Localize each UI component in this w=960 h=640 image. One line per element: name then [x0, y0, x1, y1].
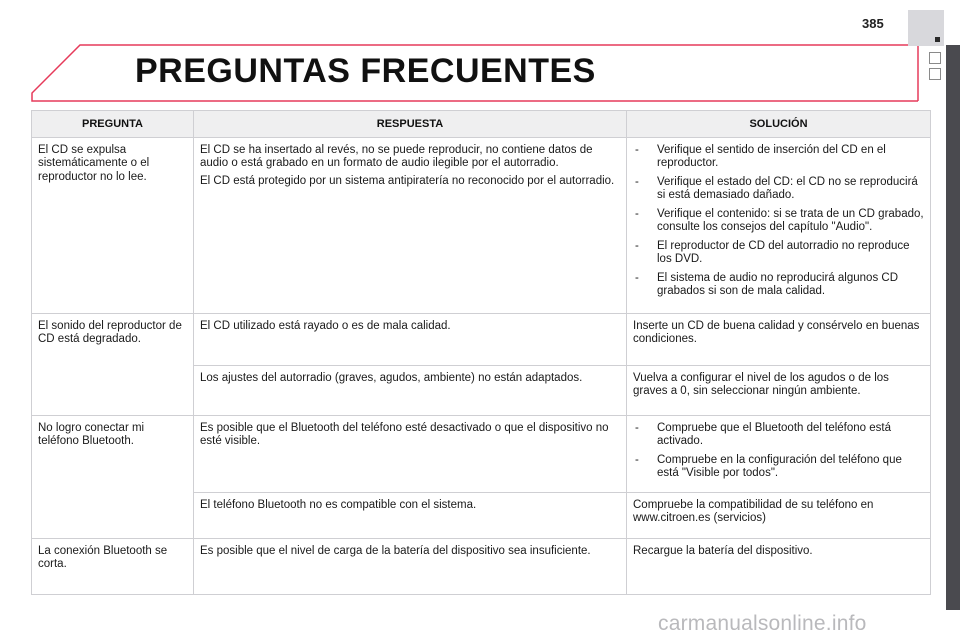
solution-cell: Recargue la batería del dispositivo.	[627, 539, 931, 595]
solution-cell	[627, 138, 931, 314]
question-cell: No logro conectar mi teléfono Bluetooth.	[32, 416, 194, 493]
list-item: - Verifique el contenido: si se trata de un CD grabado, consulte los consejos del capítulo "Audio".	[635, 207, 924, 234]
list-item: - Verifique el sentido de inserción del CD en el reproductor.	[635, 144, 886, 170]
answer-cell	[194, 138, 627, 314]
table-row	[32, 138, 931, 314]
side-box-icon	[929, 68, 941, 80]
solution-cell	[627, 416, 931, 493]
page-title: PREGUNTAS FRECUENTES	[135, 52, 596, 90]
solution-cell: Inserte un CD de buena calidad y consérvelo en buenas condiciones.	[627, 314, 931, 366]
table-row	[32, 539, 931, 595]
corner-tab	[908, 10, 944, 46]
watermark: carmanualsonline.info	[658, 612, 867, 635]
answer-cell: El teléfono Bluetooth no es compatible con el sistema.	[194, 493, 627, 539]
answer-text: El CD está protegido por un sistema antipiratería no reconocido por el autorradio.	[200, 174, 615, 187]
list-item: - Verifique el estado del CD: el CD no se reproducirá si está demasiado dañado.	[635, 175, 918, 202]
question-cell	[32, 366, 194, 416]
answer-cell: Los ajustes del autorradio (graves, agudos, ambiente) no están adaptados.	[194, 366, 627, 416]
solution-list	[633, 144, 924, 299]
solution-list	[633, 422, 924, 481]
answer-cell: Es posible que el Bluetooth del teléfono esté desactivado o que el dispositivo no esté visible.	[194, 416, 627, 493]
solution-cell: Vuelva a configurar el nivel de los agudos o de los graves a 0, sin seleccionar ningún ambiente.	[627, 366, 931, 416]
table-row	[32, 416, 931, 493]
table-row	[32, 314, 931, 366]
faq-table	[31, 110, 931, 595]
page-number: 385	[862, 16, 884, 31]
question-cell: El sonido del reproductor de CD está degradado.	[32, 314, 194, 366]
table-header-row	[32, 111, 931, 138]
side-box-icon	[929, 52, 941, 64]
table-row	[32, 366, 931, 416]
answer-text: El CD se ha insertado al revés, no se puede reproducir, no contiene datos de audio o está grabado en un formato de audio ilegible por el autorradio.	[200, 144, 593, 170]
side-bar	[946, 45, 960, 610]
table-row	[32, 493, 931, 539]
list-item: - El sistema de audio no reproducirá algunos CD grabados si son de mala calidad.	[635, 271, 898, 298]
answer-cell: Es posible que el nivel de carga de la batería del dispositivo sea insuficiente.	[194, 539, 627, 595]
corner-square-icon	[935, 37, 940, 42]
list-item: - Compruebe en la configuración del teléfono que está "Visible por todos".	[635, 453, 902, 480]
solution-cell: Compruebe la compatibilidad de su teléfono en www.citroen.es (servicios)	[627, 493, 931, 539]
answer-cell: El CD utilizado está rayado o es de mala calidad.	[194, 314, 627, 366]
question-cell: El CD se expulsa sistemáticamente o el reproductor no lo lee.	[32, 138, 194, 314]
header-answer: RESPUESTA	[194, 111, 627, 138]
header-question: PREGUNTA	[32, 111, 194, 138]
question-cell: La conexión Bluetooth se corta.	[32, 539, 194, 595]
header-solution: SOLUCIÓN	[627, 111, 931, 138]
list-item: - El reproductor de CD del autorradio no reproduce los DVD.	[635, 239, 910, 266]
list-item: - Compruebe que el Bluetooth del teléfono está activado.	[635, 422, 891, 448]
question-cell	[32, 493, 194, 539]
